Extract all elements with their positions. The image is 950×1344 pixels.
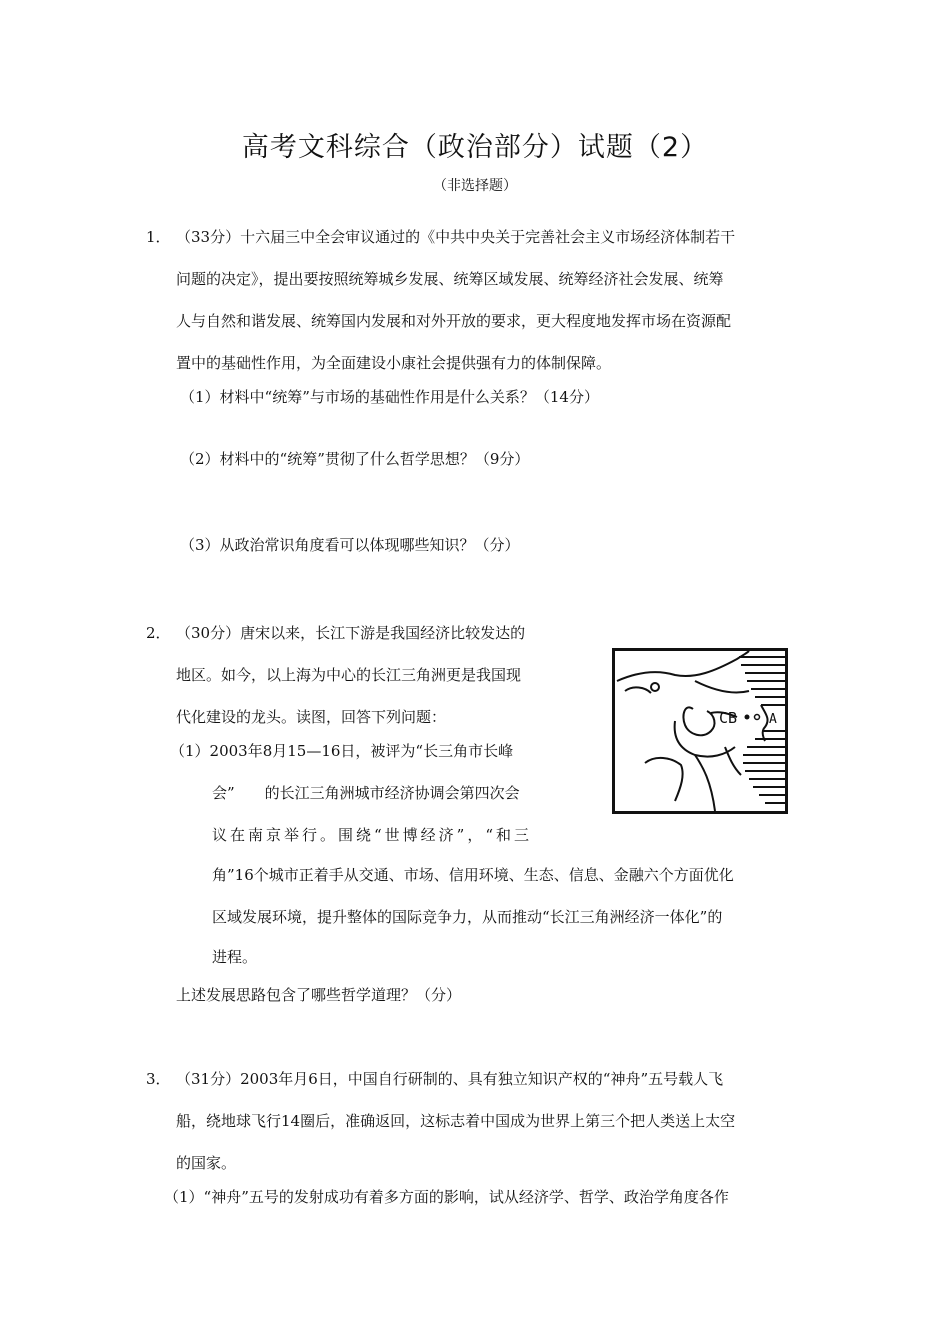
- question-1-line-1: （33分）十六届三中全会审议通过的《中共中央关于完善社会主义市场经济体制若干: [176, 228, 736, 246]
- question-1-number: 1．: [146, 228, 171, 246]
- question-3-line-3: 的国家。: [176, 1154, 237, 1172]
- question-3-sub-1: （1）“神舟”五号的发射成功有着多方面的影响，试从经济学、哲学、政治学角度各作: [164, 1188, 729, 1206]
- question-1-sub-2: （2）材料中的“统筹”贯彻了什么哲学思想？（9分）: [180, 450, 530, 468]
- question-1-line-2: 问题的决定》，提出要按照统筹城乡发展、统筹区域发展、统筹经济社会发展、统筹: [176, 270, 724, 288]
- yangtze-delta-map: [612, 648, 788, 814]
- question-2-sub-1-line-6: 进程。: [212, 948, 258, 966]
- map-label-cb: CB: [719, 709, 738, 727]
- question-2-number: 2．: [146, 624, 171, 642]
- question-2-sub-1-line-3: 议在南京举行。围绕“世博经济”，“和三: [212, 826, 533, 844]
- question-2-sub-1-line-2: 会” 的长江三角洲城市经济协调会第四次会: [212, 784, 520, 802]
- question-1-sub-1: （1）材料中“统筹”与市场的基础性作用是什么关系？（14分）: [180, 388, 599, 406]
- question-2-line-2: 地区。如今，以上海为中心的长江三角洲更是我国现: [176, 666, 522, 684]
- page-subtitle: （非选择题）: [433, 178, 517, 194]
- question-2-line-3: 代化建设的龙头。读图，回答下列问题：: [176, 708, 447, 726]
- page-title: 高考文科综合（政治部分）试题（2）: [241, 132, 709, 163]
- question-1-line-4: 置中的基础性作用，为全面建设小康社会提供强有力的体制保障。: [176, 354, 612, 372]
- question-2-line-1: （30分）唐宋以来，长江下游是我国经济比较发达的: [176, 624, 526, 642]
- question-2-sub-1-line-5: 区域发展环境，提升整体的国际竞争力，从而推动“长江三角洲经济一体化”的: [212, 908, 723, 926]
- question-3-line-1: （31分）2003年月6日，中国自行研制的、具有独立知识产权的“神舟”五号载人飞: [176, 1070, 724, 1088]
- question-3-number: 3．: [146, 1070, 171, 1088]
- map-illustration: [615, 651, 785, 811]
- question-2-question: 上述发展思路包含了哪些哲学道理？（分）: [176, 986, 462, 1004]
- question-1-line-3: 人与自然和谐发展、统筹国内发展和对外开放的要求，更大程度地发挥市场在资源配: [176, 312, 732, 330]
- question-3-line-2: 船，绕地球飞行14圈后，准确返回，这标志着中国成为世界上第三个把人类送上太空: [176, 1112, 736, 1130]
- question-2-sub-1-line-1: （1）2003年8月15—16日，被评为“长三角市长峰: [170, 742, 514, 760]
- question-2-sub-1-line-4: 角”16个城市正着手从交通、市场、信用环境、生态、信息、金融六个方面优化: [212, 866, 734, 884]
- map-label-a: A: [769, 712, 777, 727]
- question-1-sub-3: （3）从政治常识角度看可以体现哪些知识？（分）: [180, 536, 520, 554]
